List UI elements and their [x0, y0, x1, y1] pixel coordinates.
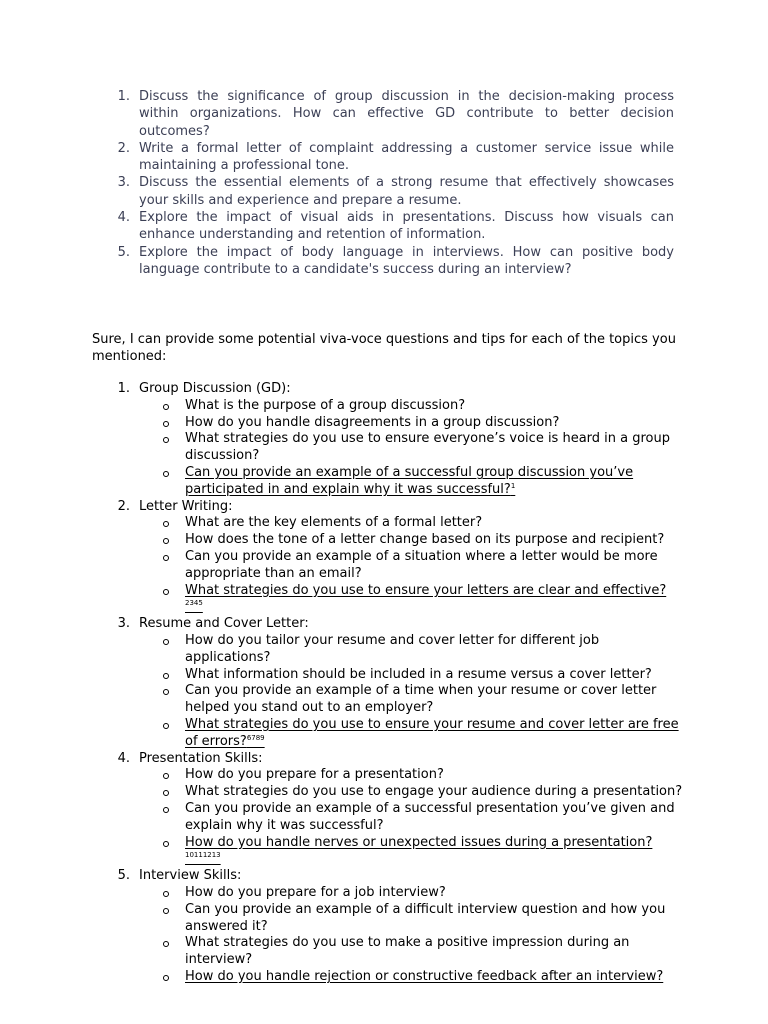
- circle-bullet-icon: [163, 689, 169, 695]
- question-text: What strategies do you use to make a positive impression during an interview?: [185, 935, 630, 968]
- question-item: [139, 935, 684, 969]
- footnote-reference: 10111213: [185, 851, 221, 860]
- question-item: [139, 902, 684, 936]
- question-text-wrap: [185, 902, 665, 934]
- assignment-item: [114, 244, 674, 279]
- question-item: [139, 667, 684, 684]
- question-text: How do you prepare for a job interview?: [185, 884, 446, 900]
- question-text-wrap: [185, 633, 599, 665]
- question-item: [139, 801, 684, 835]
- question-text: What are the key elements of a formal letter?: [185, 515, 483, 531]
- question-text: What strategies do you use to engage your audience during a presentation?: [185, 784, 683, 800]
- footnote-reference: 2345: [185, 599, 203, 608]
- item-text: Write a formal letter of complaint addressing a customer service issue while maintaining a professional tone.: [139, 140, 674, 174]
- question-text-wrap: [185, 935, 629, 967]
- question-text: What information should be included in a resume versus a cover letter?: [185, 666, 652, 682]
- circle-bullet-icon: [163, 639, 169, 645]
- question-text: What strategies do you use to ensure your resume and cover letter are free of errors?: [185, 716, 679, 749]
- question-text: Can you provide an example of a successful group discussion you’ve participated in and explain why it was successful?: [185, 464, 634, 497]
- topic-number: 4.: [117, 750, 130, 766]
- question-text-wrap: [185, 667, 652, 682]
- question-item: [139, 969, 684, 986]
- circle-bullet-icon: [163, 471, 169, 477]
- question-text-wrap: [185, 835, 652, 867]
- circle-bullet-icon: [163, 941, 169, 947]
- circle-bullet-icon: [163, 437, 169, 443]
- question-text: Can you provide an example of a time when your resume or cover letter helped you stand out to an employer?: [185, 683, 657, 716]
- question-item: [139, 835, 684, 869]
- question-text: Can you provide an example of a successful presentation you’ve given and explain why it was successful?: [185, 800, 675, 833]
- question-text-wrap: [185, 767, 444, 782]
- item-text: Explore the impact of visual aids in presentations. Discuss how visuals can enhance understanding and retention of information.: [139, 210, 674, 243]
- topic-list: [114, 381, 684, 986]
- item-text: Discuss the significance of group discussion in the decision-making process within organizations. How can effective GD contribute to better decision outcomes?: [139, 89, 674, 139]
- question-text: How do you prepare for a presentation?: [185, 767, 444, 783]
- topic-title: Letter Writing:: [139, 498, 233, 514]
- question-item: [139, 515, 684, 532]
- circle-bullet-icon: [163, 773, 169, 779]
- circle-bullet-icon: [163, 421, 169, 427]
- question-text-wrap: [185, 532, 664, 547]
- question-list: [139, 515, 684, 616]
- question-item: [139, 885, 684, 902]
- question-text-wrap: [185, 583, 666, 615]
- footnote-reference: 6789: [246, 733, 265, 742]
- question-item: [139, 532, 684, 549]
- item-number: 3.: [117, 175, 130, 191]
- question-text-wrap: [185, 801, 675, 833]
- circle-bullet-icon: [163, 790, 169, 796]
- topic-item: [114, 868, 684, 986]
- circle-bullet-icon: [163, 723, 169, 729]
- question-item: [139, 398, 684, 415]
- topic-title: Resume and Cover Letter:: [139, 616, 309, 632]
- question-item: [139, 431, 684, 465]
- circle-bullet-icon: [163, 404, 169, 410]
- question-item: [139, 784, 684, 801]
- question-list: [139, 398, 684, 499]
- question-item: [139, 767, 684, 784]
- question-item: [139, 465, 684, 499]
- circle-bullet-icon: [163, 555, 169, 561]
- assignment-list: [114, 88, 674, 278]
- question-text: Can you provide an example of a situation where a letter would be more appropriate than an email?: [185, 548, 658, 581]
- item-number: 5.: [117, 244, 130, 260]
- circle-bullet-icon: [163, 521, 169, 527]
- question-text-wrap: [185, 717, 679, 749]
- question-text: What strategies do you use to ensure your letters are clear and effective?: [185, 582, 667, 598]
- question-text: How do you handle rejection or constructive feedback after an interview?: [185, 968, 664, 984]
- circle-bullet-icon: [163, 975, 169, 981]
- item-text: Discuss the essential elements of a strong resume that effectively showcases your skills and experience and prepare a resume.: [139, 175, 674, 208]
- question-list: [139, 885, 684, 986]
- item-number: 1.: [117, 89, 130, 104]
- assignment-item: [114, 140, 674, 175]
- question-text-wrap: [185, 969, 663, 984]
- question-item: [139, 583, 684, 617]
- item-number: 4.: [117, 210, 130, 226]
- circle-bullet-icon: [163, 807, 169, 813]
- question-text-wrap: [185, 683, 656, 715]
- circle-bullet-icon: [163, 891, 169, 897]
- question-text: Can you provide an example of a difficult interview question and how you answered it?: [185, 901, 666, 934]
- topic-item: [114, 381, 684, 499]
- circle-bullet-icon: [163, 538, 169, 544]
- question-text: What is the purpose of a group discussion?: [185, 397, 466, 413]
- question-item: [139, 717, 684, 751]
- question-text-wrap: [185, 515, 482, 530]
- question-text-wrap: [185, 784, 682, 799]
- footnote-reference: 1: [510, 481, 516, 490]
- question-text-wrap: [185, 415, 559, 430]
- question-text: What strategies do you use to ensure everyone’s voice is heard in a group discussion?: [185, 431, 671, 464]
- question-text: How do you handle nerves or unexpected issues during a presentation?: [185, 834, 653, 850]
- question-text-wrap: [185, 398, 465, 413]
- question-text-wrap: [185, 549, 658, 581]
- assignment-item: [114, 174, 674, 209]
- question-text: How do you handle disagreements in a group discussion?: [185, 414, 560, 430]
- question-item: [139, 683, 684, 717]
- circle-bullet-icon: [163, 673, 169, 679]
- assignment-item: [114, 88, 674, 140]
- topic-number: 5.: [117, 868, 130, 884]
- question-list: [139, 633, 684, 751]
- question-item: [139, 633, 684, 667]
- question-list: [139, 767, 684, 868]
- item-number: 2.: [117, 140, 130, 156]
- question-item: [139, 549, 684, 583]
- circle-bullet-icon: [163, 841, 169, 847]
- topic-number: 1.: [117, 381, 130, 396]
- circle-bullet-icon: [163, 908, 169, 914]
- intro-paragraph: Sure, I can provide some potential viva-voce questions and tips for each of the topics you mentioned:: [92, 332, 676, 364]
- topic-item: [114, 499, 684, 617]
- topic-title: Interview Skills:: [139, 868, 242, 884]
- assignment-item: [114, 209, 674, 244]
- topic-item: [114, 616, 684, 750]
- circle-bullet-icon: [163, 589, 169, 595]
- question-text-wrap: [185, 465, 633, 497]
- question-text: How does the tone of a letter change based on its purpose and recipient?: [185, 532, 665, 548]
- topic-title: Presentation Skills:: [139, 750, 263, 766]
- question-text: How do you tailor your resume and cover letter for different job applications?: [185, 632, 600, 665]
- question-item: [139, 415, 684, 432]
- topic-item: [114, 751, 684, 869]
- topic-number: 2.: [117, 498, 130, 514]
- item-text: Explore the impact of body language in interviews. How can positive body language contribute to a candidate's success during an interview?: [139, 244, 674, 277]
- question-text-wrap: [185, 885, 446, 900]
- topic-title: Group Discussion (GD):: [139, 381, 291, 396]
- question-text-wrap: [185, 431, 670, 463]
- topic-number: 3.: [117, 616, 130, 632]
